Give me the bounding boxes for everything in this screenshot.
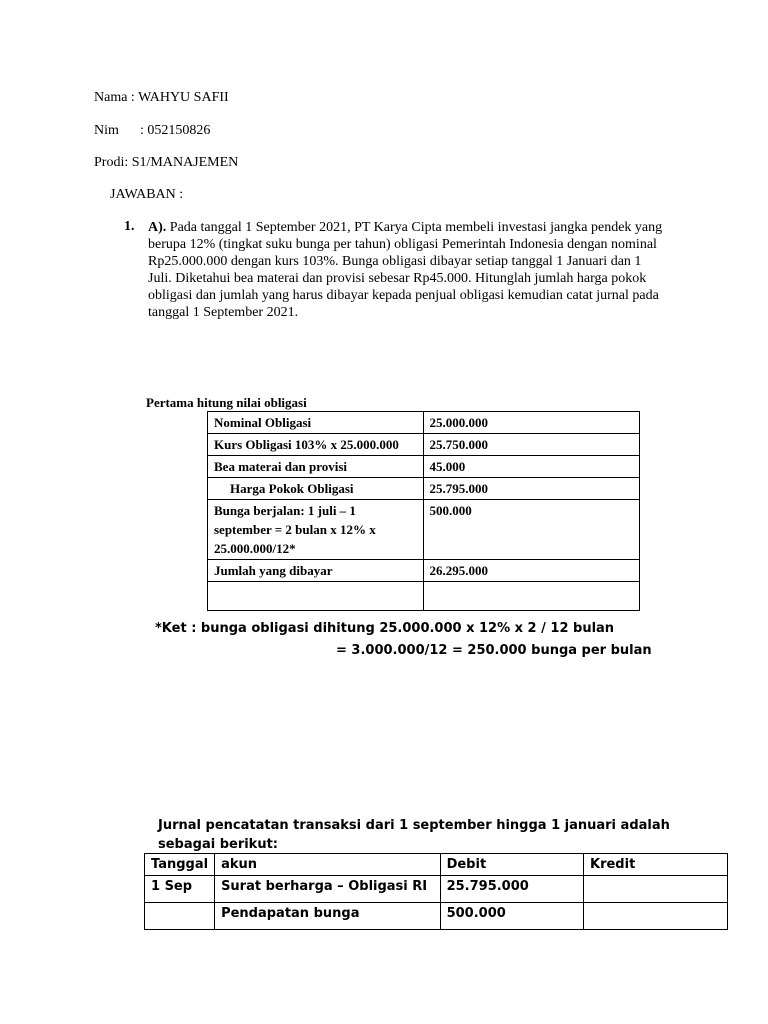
table-row <box>208 412 640 434</box>
question-text <box>148 219 668 321</box>
calc-value: 500.000 <box>423 500 639 560</box>
table-row <box>208 434 640 456</box>
calc-label: Jumlah yang dibayar <box>208 560 424 582</box>
table-row <box>208 500 640 560</box>
journal-table <box>144 853 728 930</box>
calc-note-2: = 3.000.000/12 = 250.000 bunga per bulan <box>336 643 652 658</box>
question-body: Pada tanggal 1 September 2021, PT Karya Cipta membeli investasi jangka pendek yang berupa 12% (tingkat suku bunga per tahun) obligasi Pemerintah Indonesia dengan nominal Rp25.000.000 dengan kurs 103%. Bunga obligasi dibayar setiap tanggal 1 Januari dan 1 Juli. Diketahui bea materai dan provisi sebesar Rp45.000. Hitunglah jumlah harga pokok obligasi dan jumlah yang harus dibayar kepada penjual obligasi kemudian catat jurnal pada tanggal 1 September 2021. <box>148 220 663 320</box>
calc-note-1: *Ket : bunga obligasi dihitung 25.000.000 x 12% x 2 / 12 bulan <box>155 621 615 636</box>
empty-cell <box>423 582 639 611</box>
nim-value: : 052150826 <box>140 123 211 138</box>
calc-label: Harga Pokok Obligasi <box>208 478 424 500</box>
table-row <box>208 560 640 582</box>
table-header-row <box>145 854 728 876</box>
calc-heading: Pertama hitung nilai obligasi <box>146 395 307 410</box>
table-row <box>145 876 728 903</box>
question-label: A). <box>148 220 167 235</box>
calc-label: Bunga berjalan: 1 juli – 1 september = 2 bulan x 12% x 25.000.000/12* <box>208 500 424 560</box>
table-row <box>208 478 640 500</box>
header-tanggal: Tanggal <box>145 854 215 876</box>
cell-kredit <box>584 876 728 903</box>
nim-label: Nim <box>94 123 119 138</box>
header-kredit: Kredit <box>584 854 728 876</box>
calc-value: 45.000 <box>423 456 639 478</box>
jawaban-heading: JAWABAN : <box>110 187 184 202</box>
calc-label: Bea materai dan provisi <box>208 456 424 478</box>
table-row <box>208 456 640 478</box>
cell-akun: Surat berharga – Obligasi RI <box>215 876 441 903</box>
calc-table <box>207 411 640 611</box>
calc-label: Nominal Obligasi <box>208 412 424 434</box>
header-debit: Debit <box>440 854 583 876</box>
cell-akun: Pendapatan bunga <box>215 903 441 930</box>
header-akun: akun <box>215 854 441 876</box>
calc-value: 25.000.000 <box>423 412 639 434</box>
journal-heading: Jurnal pencatatan transaksi dari 1 september hingga 1 januari adalah sebagai berikut: <box>158 818 670 852</box>
nama-line: Nama : WAHYU SAFII <box>94 90 229 105</box>
cell-kredit <box>584 903 728 930</box>
calc-value: 25.795.000 <box>423 478 639 500</box>
table-row <box>145 903 728 930</box>
table-row <box>208 582 640 611</box>
empty-cell <box>208 582 424 611</box>
calc-value: 25.750.000 <box>423 434 639 456</box>
cell-tanggal <box>145 903 215 930</box>
cell-debit: 25.795.000 <box>440 876 583 903</box>
question-number: 1. <box>124 219 135 234</box>
calc-label: Kurs Obligasi 103% x 25.000.000 <box>208 434 424 456</box>
cell-debit: 500.000 <box>440 903 583 930</box>
prodi-line: Prodi: S1/MANAJEMEN <box>94 155 239 170</box>
cell-tanggal: 1 Sep <box>145 876 215 903</box>
calc-value: 26.295.000 <box>423 560 639 582</box>
